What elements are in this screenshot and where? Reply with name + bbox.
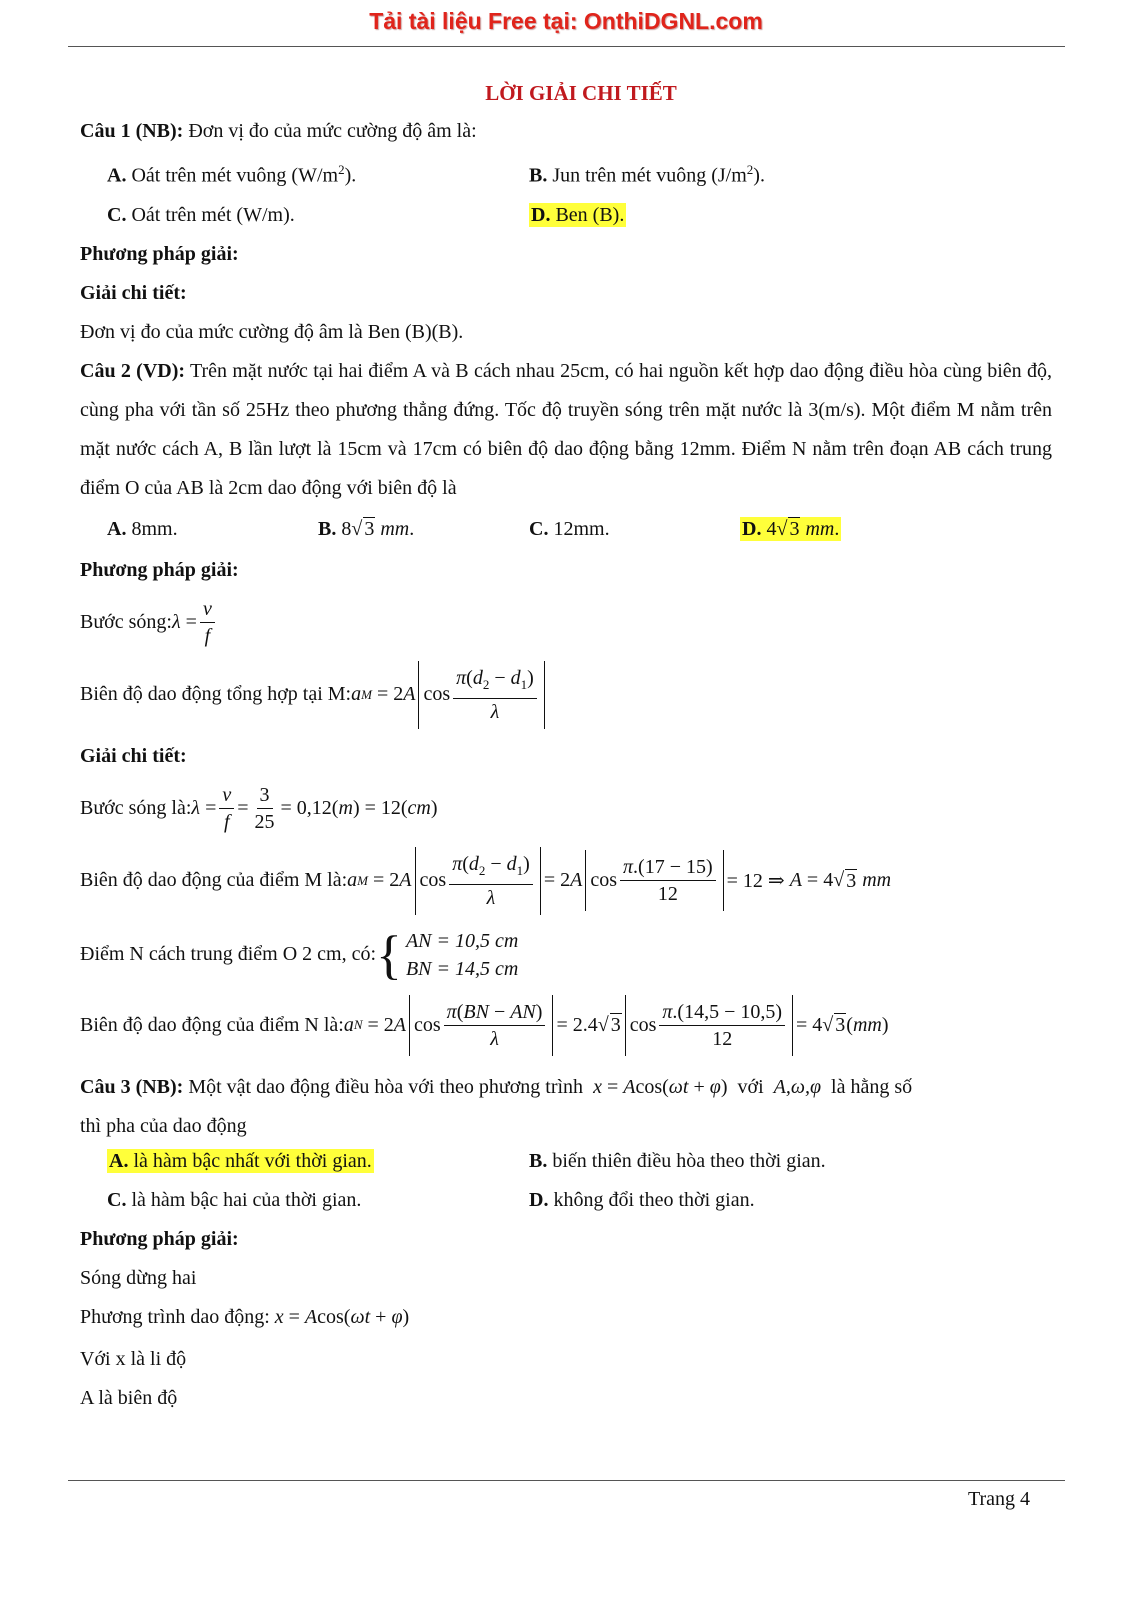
q3-b-label: B. [529,1149,548,1172]
q2-option-a [107,514,318,544]
q1-c-text: Oát trên mét (W/m). [126,203,295,226]
q3-d-text: không đổi theo thời gian. [548,1188,755,1211]
page-number: Trang 4 [967,1488,1030,1510]
q3-option-b [529,1148,951,1174]
q2-c-text: 12mm. [548,517,610,540]
q3-m2: Phương trình dao động: x = Acos(ωt + φ) [80,1305,410,1328]
q1-answer: Đơn vị đo của mức cường độ âm là Ben (B)(B). [80,320,464,343]
q3-text2: với [737,1075,764,1098]
q3-b-text: biến thiên điều hòa theo thời gian. [547,1149,826,1172]
q3-a-label: A. [109,1149,129,1172]
q2-wavelength-calc: Bước sóng là: λ = $\frac{v}{f}$ = $\frac{3}{25}$ = 0,12( m ) = 12( cm ) [80,783,438,833]
q1-c-label: C. [107,203,127,226]
q3-label: Câu 3 (NB): [80,1075,184,1098]
q2-b-label: B. [318,517,337,540]
document-page [80,80,1052,1424]
q2-label: Câu 2 (VD): [80,359,186,382]
q2-a-label: A. [107,517,127,540]
q2-detail: Giải chi tiết: [80,744,187,767]
q2-amplitude-n-calc: Biên độ dao động của điểm N là: a N = 2 A cos $\frac{\pi(BN - AN)}{\lambda}$ = 2.4√ 3 cos $\frac{\pi.(14,5 - 10,5)}{12}$ = 4√ 3 ( mm ) [80,995,1052,1056]
q1-b-label: B. [529,164,548,187]
q1-a-label: A. [107,164,127,187]
q1-options-row1 [80,157,1052,189]
q1-detail: Giải chi tiết: [80,281,187,304]
q3-c-text: là hàm bậc hai của thời gian. [126,1188,362,1211]
q1-option-c [107,202,529,228]
q2-d-label: D. [742,517,762,540]
q1-option-d [529,202,951,228]
q3-m4: A là biên độ [80,1386,178,1409]
q2-text: Trên mặt nước tại hai điểm A và B cách nhau 25cm, có hai nguồn kết hợp dao động điều hòa cùng biên độ, cùng pha với tần số 25Hz theo phương thẳng đứng. Tốc độ truyền sóng trên mặt nước là 3(m/s). Một điểm M nằm trên mặt nước cách A, B lần lượt là 15cm và 17cm có biên độ dao động bằng 12mm. Điểm N nằm trên đoạn AB cách trung điểm O của AB là 2cm dao động với biên độ là [80,359,1052,499]
q2-amplitude-m-calc: Biên độ dao động của điểm M là: a M = 2 A cos $\frac{\pi(d_2 - d_1)}{\lambda}$ = 2 A cos $\frac{\pi.(17 - 15)}{12}$ = 12 ⇒ A = 4√ 3 mm [80,847,1052,915]
footer-rule [68,1480,1065,1481]
q2-pointN-label: Điểm N cách trung điểm O 2 cm, có: [80,943,377,966]
q1-option-b: B. Jun trên mét vuông $(J/m^2)$. [529,162,765,187]
site-banner[interactable]: Tải tài liệu Free tại: OnthiDGNL.com [369,8,763,34]
q1-d-label: D. [531,203,551,226]
q3-text4: thì pha của dao động [80,1114,247,1137]
q2-option-b: B. 8√ 3 mm. [318,517,415,540]
q2-options [80,514,1052,544]
q3-m2-label: Phương trình dao động: [80,1305,275,1328]
q2-option-d: D. 4√ 3 mm. [742,517,840,540]
q1-b-text: Jun trên mét vuông (J/m [547,164,747,187]
q3-options-row2 [80,1187,1052,1213]
q1-a-text: Oát trên mét vuông (W/m [126,164,339,187]
q3-option-c [107,1187,529,1213]
q1-text: Đơn vị đo của mức cường độ âm là: [183,120,477,142]
q3-m3: Với x là li độ [80,1347,187,1370]
q1-stem [80,118,1052,144]
q2-amp-label: Biên độ dao động tổng hợp tại M: [80,683,352,706]
q2-amplitude-formula: Biên độ dao động tổng hợp tại M: a M = 2 A cos $\frac{\pi(d_2 - d_1)}{\lambda}$ [80,661,1052,729]
q3-a-text: là hàm bậc nhất với thời gian. [128,1149,372,1172]
q1-option-a: A. Oát trên mét vuông $(W/m^2)$. [107,162,357,187]
q3-text3: là hằng số [831,1075,913,1098]
q2-ampN-label: Biên độ dao động của điểm N là: [80,1013,344,1036]
q1-d-text: Ben (B). [550,203,625,226]
q2-wavelength-formula: Bước sóng: λ = $\frac{v}{f}$ [80,596,1052,649]
q3-d-label: D. [529,1188,549,1211]
q2-option-c [529,514,740,544]
q1-label: Câu 1 (NB): [80,120,184,142]
q3-stem: Câu 3 (NB): Một vật dao động điều hòa với theo phương trình x = Acos(ωt + φ) với A,ω,φ là hằng số thì pha của dao động [80,1075,913,1137]
q2-bn: BN = 14,5 cm [405,957,519,980]
q2-ampM-label: Biên độ dao động của điểm M là: [80,869,348,892]
q3-option-d [529,1187,951,1213]
q3-c-label: C. [107,1188,127,1211]
q3-option-a [107,1148,529,1174]
q1-method: Phương pháp giải: [80,242,239,265]
q2-c-label: C. [529,517,549,540]
header-rule [68,46,1065,47]
q3-text: Một vật dao động điều hòa với theo phương trình [183,1075,584,1098]
q2-point-n: Điểm N cách trung điểm O 2 cm, có: { AN = 10,5 cm BN = 14,5 cm [80,924,519,985]
q2-wave-label: Bước sóng: [80,610,172,633]
q2-stem [80,352,1052,508]
q3-options-row1 [80,1148,1052,1174]
q2-an: AN = 10,5 cm [405,929,519,952]
q2-method: Phương pháp giải: [80,558,239,581]
q2-wave-calc-label: Bước sóng là: [80,796,192,819]
page-title: LỜI GIẢI CHI TIẾT [485,81,677,105]
q1-options-row2 [80,202,1052,228]
q3-m1: Sóng dừng hai [80,1266,197,1289]
q2-a-text: 8mm. [126,517,178,540]
q3-method: Phương pháp giải: [80,1227,239,1250]
